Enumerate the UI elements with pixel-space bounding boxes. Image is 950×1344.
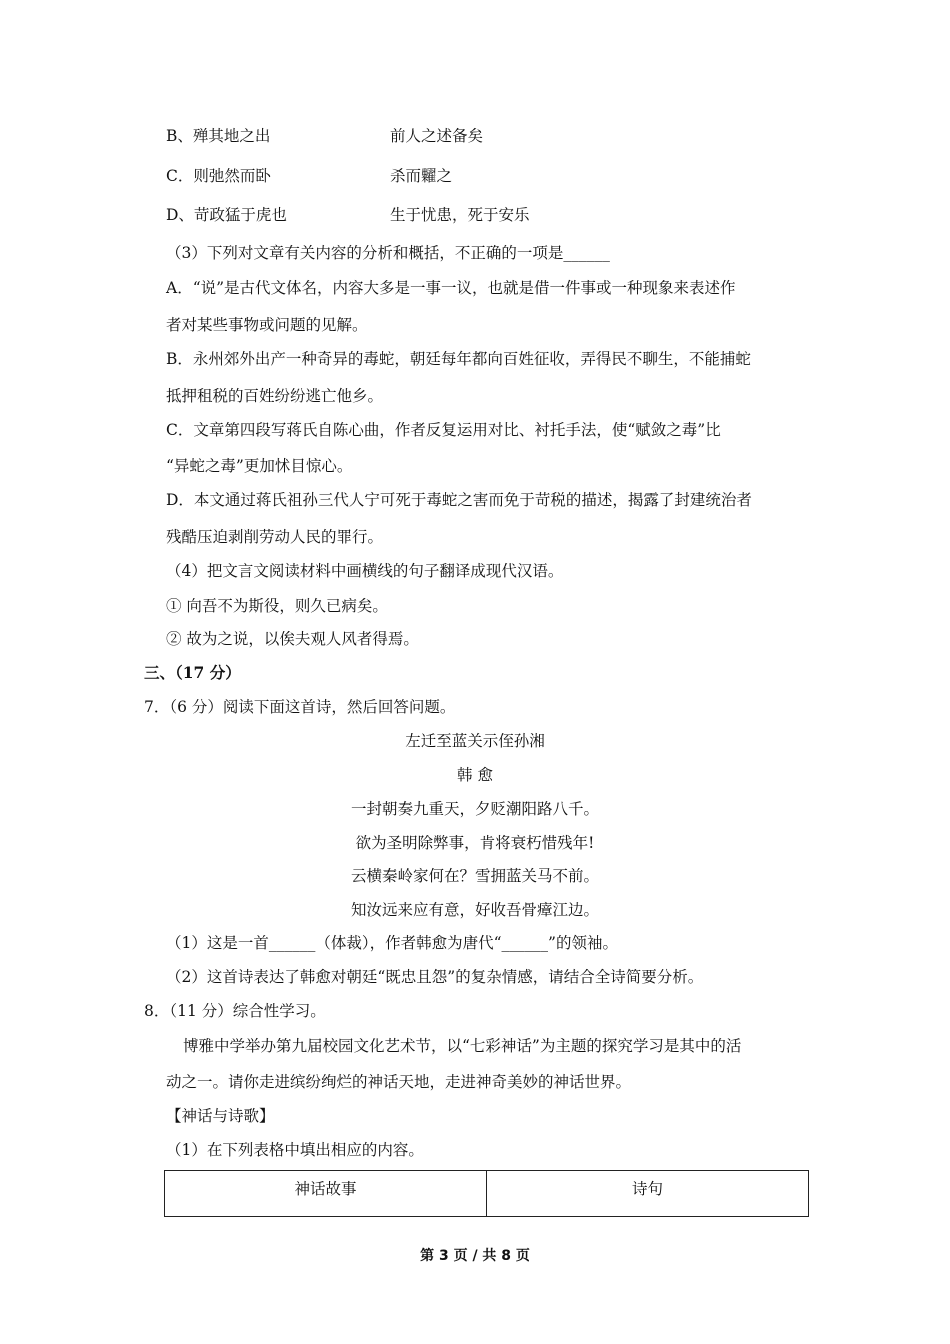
q6-3-option-d-line2: 残酷压迫剥削劳动人民的罪行。 bbox=[166, 528, 384, 546]
q8-sub-1: （1）在下列表格中填出相应的内容。 bbox=[166, 1141, 424, 1159]
q8-prompt: 8．（11 分）综合性学习。 bbox=[144, 1002, 326, 1020]
choice-b-left: B、殚其地之出 bbox=[166, 127, 271, 145]
myth-poem-table bbox=[164, 1170, 809, 1217]
q6-3-prompt: （3）下列对文章有关内容的分析和概括，不正确的一项是______ bbox=[166, 244, 610, 262]
poem-author: 韩 愈 bbox=[457, 766, 493, 784]
q7-sub-1: （1）这是一首______（体裁），作者韩愈为唐代“______”的领袖。 bbox=[166, 934, 618, 952]
q6-3-option-a-line1: A．“说”是古代文体名，内容大多是一事一议，也就是借一件事或一种现象来表述作 bbox=[166, 279, 736, 297]
choice-c-left: C．则弛然而卧 bbox=[166, 167, 271, 185]
q6-3-option-c-line1: C．文章第四段写蒋氏自陈心曲，作者反复运用对比、衬托手法，使“赋敛之毒”比 bbox=[166, 421, 721, 439]
q8-intro-line1: 博雅中学举办第九届校园文化艺术节，以“七彩神话”为主题的探究学习是其中的活 bbox=[183, 1037, 742, 1055]
table-header-row bbox=[165, 1171, 809, 1217]
poem-line-2: 欲为圣明除弊事，肯将衰朽惜残年! bbox=[355, 834, 595, 852]
table-header-poem: 诗句 bbox=[487, 1171, 809, 1217]
q6-3-option-b-line1: B．永州郊外出产一种奇异的毒蛇，朝廷每年都向百姓征收，弄得民不聊生，不能捕蛇 bbox=[166, 350, 751, 368]
q6-3-option-b-line2: 抵押租税的百姓纷纷逃亡他乡。 bbox=[166, 387, 384, 405]
q6-4-sentence-1: ① 向吾不为斯役，则久已病矣。 bbox=[166, 597, 388, 615]
choice-c-right: 杀而糶之 bbox=[390, 167, 453, 185]
q6-4-sentence-2: ② 故为之说，以俟夫观人风者得焉。 bbox=[166, 630, 419, 648]
q6-3-option-d-line1: D．本文通过蒋氏祖孙三代人宁可死于毒蛇之害而免于苛税的描述，揭露了封建统治者 bbox=[166, 491, 752, 509]
choice-d-right: 生于忧患，死于安乐 bbox=[390, 206, 530, 224]
poem-line-3: 云横秦岭家何在？雪拥蓝关马不前。 bbox=[350, 867, 599, 885]
section-3-heading: 三、（17 分） bbox=[144, 663, 241, 682]
choice-d-left: D、苛政猛于虎也 bbox=[166, 206, 287, 224]
choice-b-right: 前人之述备矣 bbox=[390, 127, 484, 145]
q6-4-prompt: （4）把文言文阅读材料中画横线的句子翻译成现代汉语。 bbox=[166, 562, 564, 580]
q6-3-option-c-line2: “异蛇之毒”更加怵目惊心。 bbox=[166, 457, 353, 475]
poem-line-4: 知汝远来应有意，好收吾骨瘴江边。 bbox=[350, 901, 599, 919]
poem-title: 左迁至蓝关示侄孙湘 bbox=[405, 732, 545, 750]
page-footer: 第 3 页 / 共 8 页 bbox=[420, 1248, 530, 1264]
q8-section-heading: 【神话与诗歌】 bbox=[166, 1107, 275, 1125]
table-header-myth: 神话故事 bbox=[165, 1171, 487, 1217]
q6-3-option-a-line2: 者对某些事物或问题的见解。 bbox=[166, 316, 368, 334]
q8-intro-line2: 动之一。请你走进缤纷绚烂的神话天地，走进神奇美妙的神话世界。 bbox=[166, 1073, 632, 1091]
q7-prompt: 7．（6 分）阅读下面这首诗，然后回答问题。 bbox=[144, 698, 456, 716]
poem-line-1: 一封朝奏九重天，夕贬潮阳路八千。 bbox=[350, 800, 599, 818]
q7-sub-2: （2）这首诗表达了韩愈对朝廷“既忠且怨”的复杂情感，请结合全诗简要分析。 bbox=[166, 968, 704, 986]
